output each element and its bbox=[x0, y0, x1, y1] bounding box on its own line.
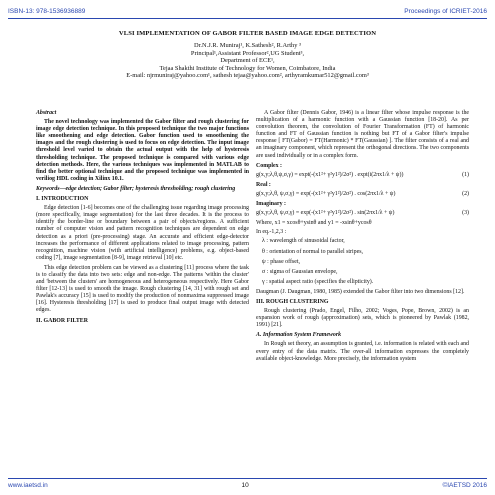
author-roles: Principal¹,Assistant Professor²,UG Student³, bbox=[190, 49, 305, 57]
abstract-text: The novel technology was implemented the Gabor filter and rough clustering for image edge detection technique. In this proposed technique the two major functions like smoothening and edge detection. Gabor function used to smoothening the images and the rough clustering is used to focus on edge detection. The input image threshold level varied to obtain the actual output with the help of hysteresis thresholding technique. The proposed technique is compared with various edge detection methods. Here, the various techniques was implemented in MATLAB to find the better optional technique and the proposed technique was implemented in veriliog HDL coding in Xilinx 10.1. bbox=[36, 119, 249, 182]
intro-paragraph-1: Edge detection [1-6] becomes one of the challenging issue regarding image processing (more specifically, image segmentation) for the last three decades. It is the process to identify the border-line or boundary between a pair of objects/regions. A sufficient number of computer vision and pattern recognition techniques are dependent on edge detection as a priori (pre-processing) stage. An accurate and efficient edge-detector increases the performance of different applications related to image processing, pattern recognition, machine vision (with artificial intelligence) problems, e.g. object-based coding [7], image segmentation [8-9], image retrieval [10] etc. bbox=[36, 205, 249, 261]
keywords: Keywords—edge detection; Gabor filter; hysteresis thresholding; rough clustering bbox=[36, 185, 236, 192]
left-column bbox=[36, 110, 249, 327]
paper-header bbox=[30, 30, 465, 80]
param-sigma: σ : sigma of Gaussian envelope, bbox=[262, 268, 338, 275]
equation-1-body: g(x,y;λ,θ,ψ,σ,γ) = expt(-(x1²+ γ²y1²)/2σ²) . expt(i(2πx1/λ + ψ)) bbox=[256, 171, 404, 178]
running-footer bbox=[8, 482, 487, 489]
equation-3 bbox=[256, 210, 469, 217]
department: Department of ECE¹, bbox=[220, 57, 275, 65]
footer-divider bbox=[8, 478, 487, 479]
equation-3-body: g(x,y;λ,θ, ψ,σ,γ) = exp(-(x1²+ γ²y1²)/2σ²) . sin(2πx1/λ + ψ) bbox=[256, 210, 395, 217]
proceedings-text: Proceedings of ICRIET-2016 bbox=[404, 8, 487, 15]
abstract-label: Abstract bbox=[36, 110, 57, 116]
param-intro: In eq.-1,2,3 : bbox=[256, 229, 287, 236]
paper-title: VLSI IMPLEMENTATION OF GABOR FILTER BASED IMAGE EDGE DETECTION bbox=[118, 30, 377, 37]
equation-2-number: (2) bbox=[462, 190, 469, 197]
param-psi: ψ : phase offset, bbox=[262, 258, 300, 265]
where-clause: Where, x1 = xcosθ+ysinθ and y1 = -xsinθ+ycosθ bbox=[256, 220, 372, 227]
header-divider bbox=[8, 18, 487, 19]
section-heading-introduction: I. INTRODUCTION bbox=[36, 196, 89, 203]
equation-2-body: g(x,y;λ,θ, ψ,σ,γ) = exp(-(x1²+ γ²y1²)/2σ²) . cos(2πx1/λ + ψ) bbox=[256, 190, 396, 197]
equation-1 bbox=[256, 172, 469, 179]
section-heading-gabor: II. GABOR FILTER bbox=[36, 317, 88, 324]
footer-url[interactable]: www.iaetsd.in bbox=[8, 482, 48, 489]
subsection-heading-info-system: A. Information System Framework bbox=[256, 332, 342, 339]
isbn-text: ISBN-13: 978-1536936889 bbox=[8, 8, 86, 15]
param-theta: θ : orientation of normal to parallel stripes, bbox=[262, 248, 363, 255]
equation-1-number: (1) bbox=[462, 171, 469, 178]
real-label: Real : bbox=[256, 181, 271, 188]
imaginary-label: Imaginary : bbox=[256, 201, 286, 208]
info-paragraph: In Rough set theory, an assumption is granted, i.e. information is related with each and every entry of the data matrix. The over-all information expresses the completely available object-knowledge. More precisely, the information system bbox=[256, 341, 469, 362]
author-emails: E-mail: njrmuniraj@yahoo.com¹, sathesh tejaa@yahoo.com², arthyramkumar512@gmail.com³ bbox=[126, 72, 369, 80]
param-lambda: λ : wavelength of sinusoidal factor, bbox=[262, 238, 345, 245]
author-list: Dr.N.J.R. Muniraj¹, K.Sathesh², R.Arthy ³ bbox=[194, 42, 301, 49]
page-number: 10 bbox=[241, 482, 249, 489]
equation-3-number: (3) bbox=[462, 210, 469, 217]
daugman-note: Daugman (J. Daugman, 1980, 1985) extended the Gabor filter into two dimensions [12]. bbox=[256, 288, 465, 295]
intro-paragraph-2: This edge detection problem can be viewed as a clustering [11] process where the task is to classify the data into two sets: edge and non-edge. The patterns 'within the cluster' and 'between the clusters' are homogeneous and heterogeneous respectively. Here Gabor filter [12-13] is used to smooth the image. Rough clustering [14, 31] with rough set and Pawlak's accuracy [15] is used to modify the production of nonmaxima suppressed image [16]. Hysteresis thresholding [17] is used to produce final output image with detected edges. bbox=[36, 264, 249, 314]
institution: Tejaa Shakthi Institute of Technology for Women, Coimbatore, India bbox=[159, 64, 336, 72]
param-gamma: γ : spatial aspect ratio (specifies the ellipticity). bbox=[262, 278, 374, 285]
equation-2 bbox=[256, 191, 469, 198]
section-heading-rough-clustering: III. ROUGH CLUSTERING bbox=[256, 298, 329, 305]
complex-label: Complex : bbox=[256, 162, 283, 169]
running-header bbox=[8, 8, 487, 15]
rough-paragraph: Rough clustering (Prado, Engel, Filho, 2002; Voges, Pope, Brown, 2002) is an expansion work of rough (approximation) sets, which is pioneered by Pawlak (1982, 1991) [21]. bbox=[256, 308, 469, 329]
right-column bbox=[256, 110, 469, 366]
gabor-paragraph: A Gabor filter (Dennis Gabor, 1946) is a linear filter whose impulse response is the multiplication of a harmonic function with a Gaussian function [18-20]. As per convolution theorem, the convolution of Fourier Transformation (FT) of harmonic function and FT of Gaussian function is nothing but FT of a Gabor filter's impulse response [ FT(Gabor) = FT(Harmonic) * FT(Gaussian) ]. The filter consists of a real and an imaginary component, which represent the orthogonal directions. The two components are used individually or in a complex form. bbox=[256, 110, 469, 159]
footer-copyright: ©IAETSD 2016 bbox=[442, 482, 487, 489]
